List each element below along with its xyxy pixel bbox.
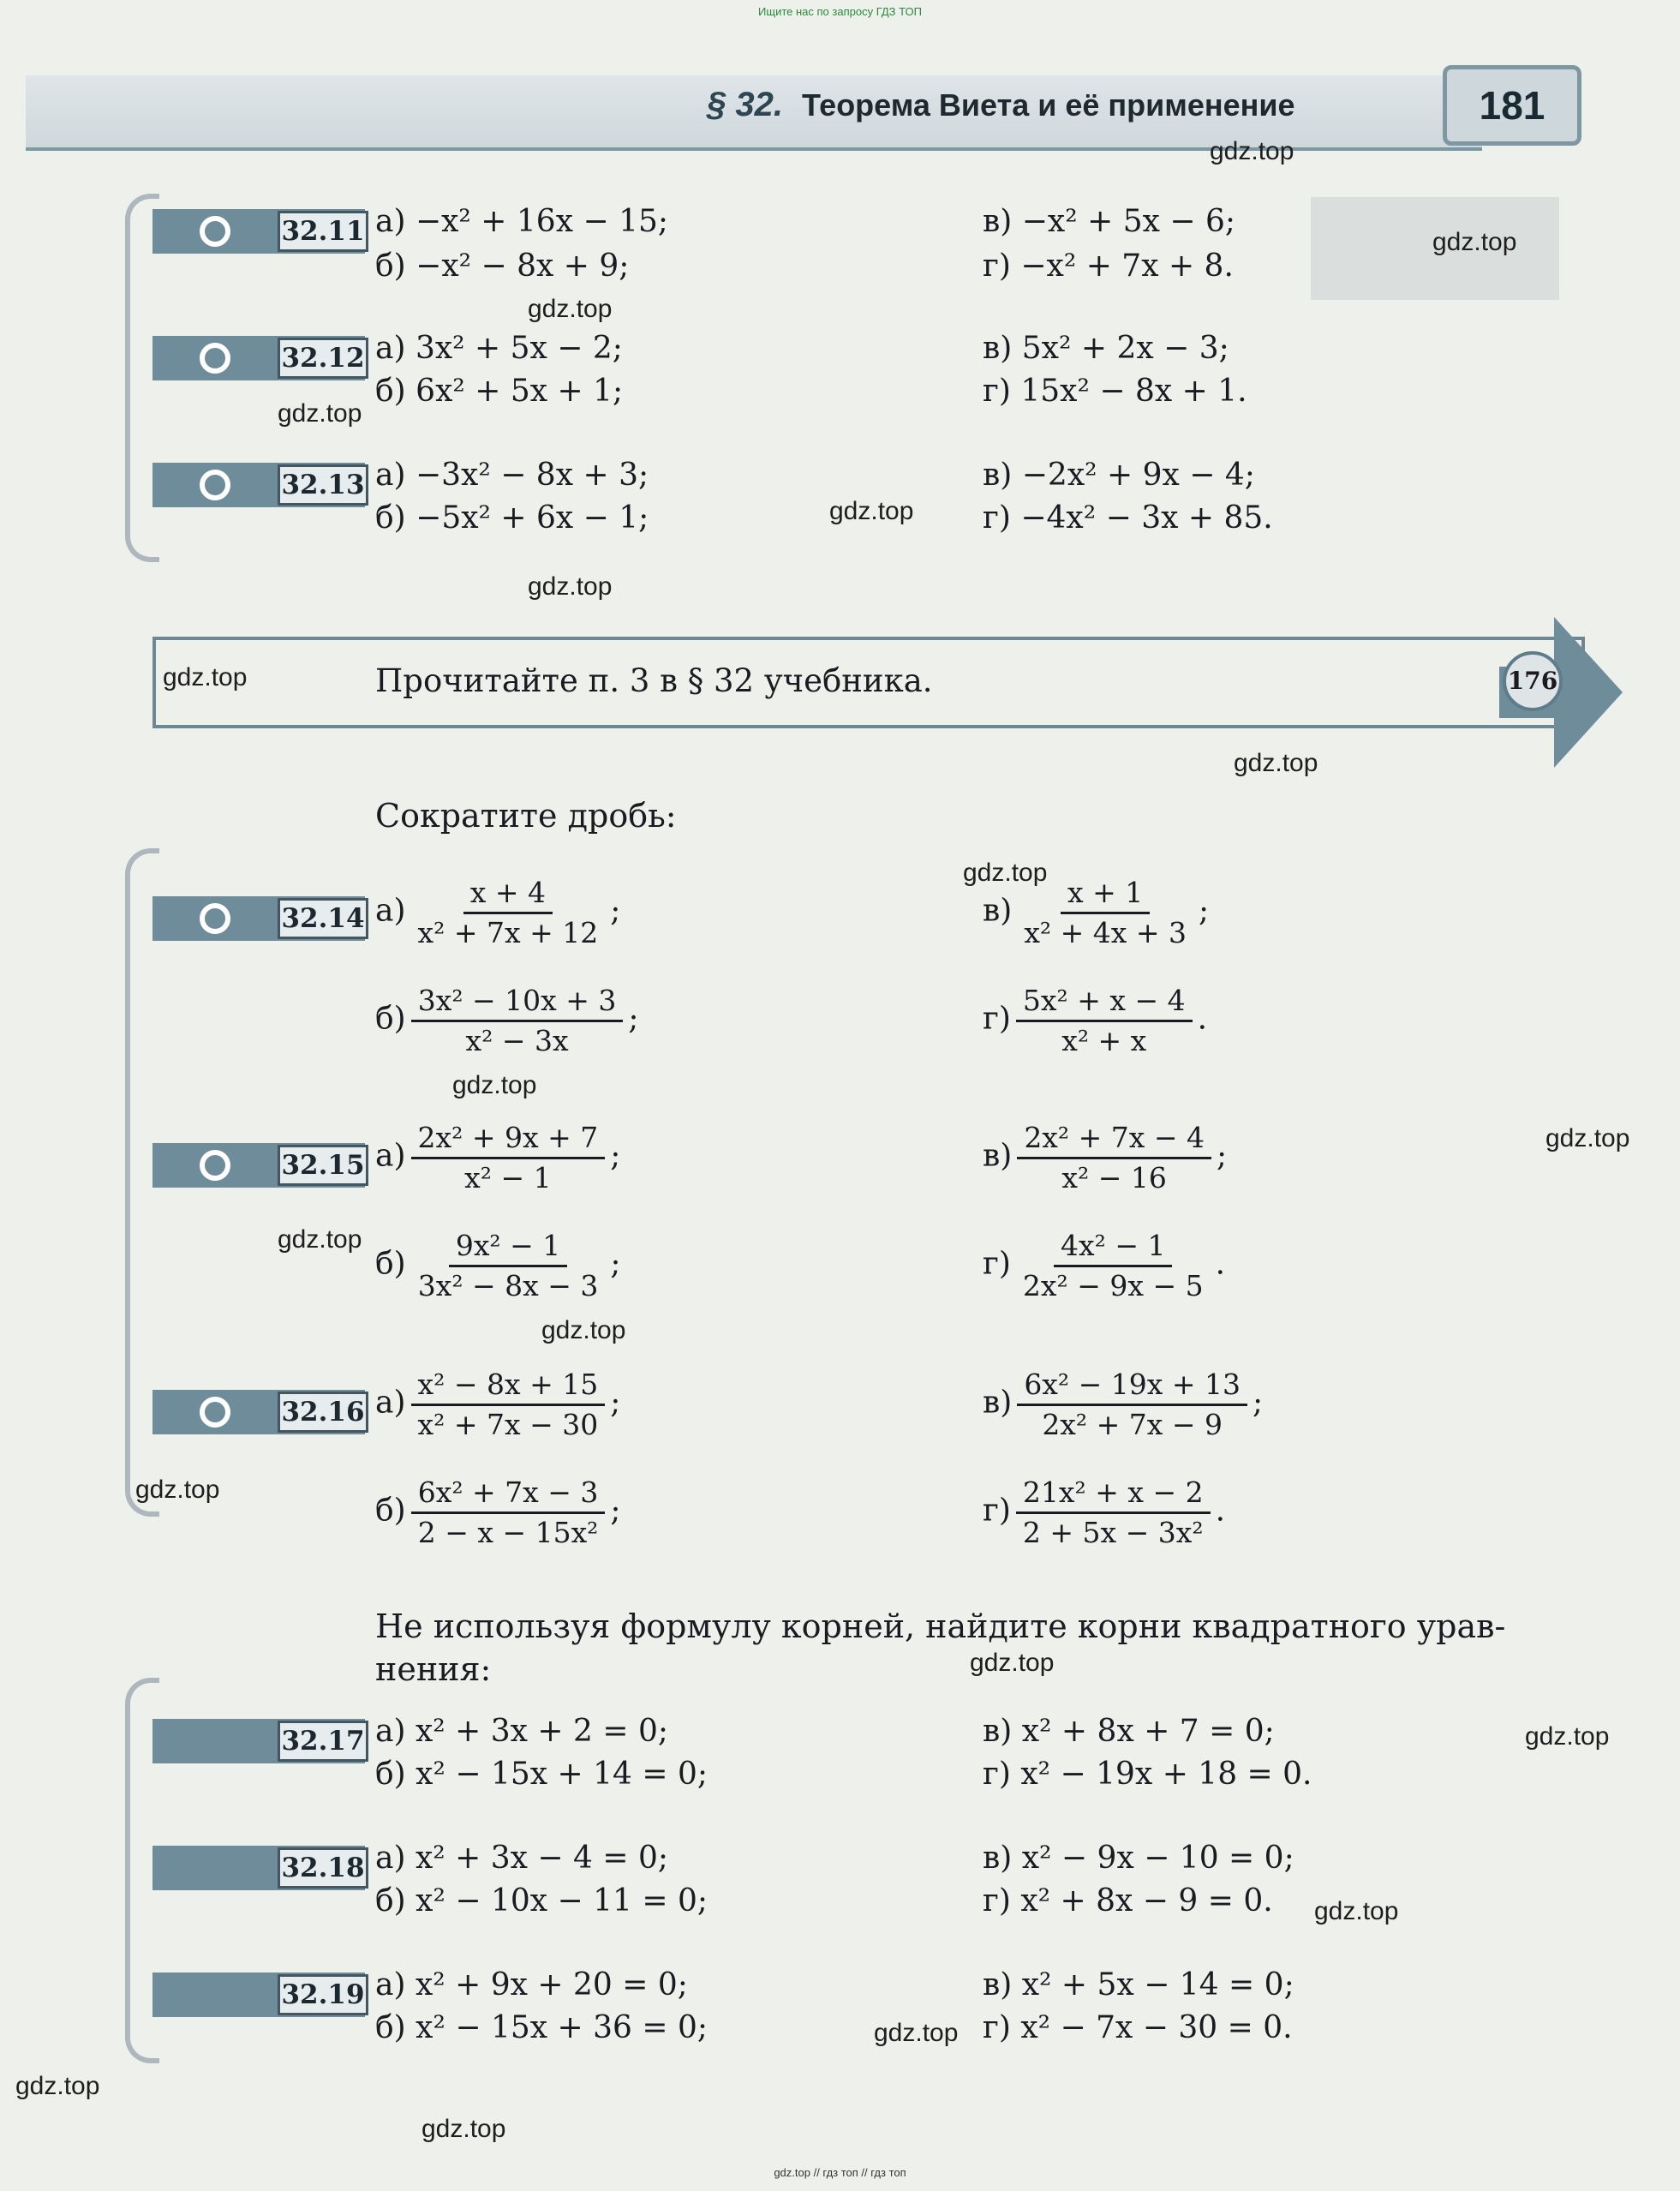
page-number: 181 — [1443, 65, 1581, 146]
equation-item: а) x² + 3x + 2 = 0; — [375, 1714, 668, 1749]
exercise-number: 32.13 — [278, 464, 368, 506]
watermark-text: gdz.top — [278, 1225, 362, 1254]
bottom-note: gdz.top // гдз топ // гдз топ — [774, 2166, 906, 2179]
exercise-item: г) 15x² − 8x + 1. — [983, 374, 1247, 409]
exercise-item: а) 3x² + 5x − 2; — [375, 331, 623, 366]
watermark-text: gdz.top — [1210, 137, 1294, 165]
watermark-text: gdz.top — [970, 1649, 1055, 1677]
exercise-number: 32.16 — [278, 1392, 368, 1433]
arrow-right-icon — [1554, 617, 1623, 768]
exercise-item: г) −4x² − 3x + 85. — [983, 500, 1273, 536]
exercise-item: в) −2x² + 9x − 4; — [983, 458, 1255, 493]
exercise-item: б) −5x² + 6x − 1; — [375, 500, 649, 536]
watermark-text: gdz.top — [278, 399, 362, 428]
level-circle-icon — [200, 1397, 230, 1428]
equation-item: а) x² + 9x + 20 = 0; — [375, 1967, 688, 2002]
exercise-tag — [152, 1846, 365, 1890]
watermark-text: gdz.top — [829, 497, 914, 525]
read-instruction-text: Прочитайте п. 3 в § 32 учебника. — [375, 662, 933, 699]
exercise-number: 32.14 — [278, 898, 368, 939]
exercise-number: 32.18 — [278, 1847, 368, 1889]
equation-item: г) x² + 8x − 9 = 0. — [983, 1883, 1273, 1919]
exercise-item: б) 6x² + 5x + 1; — [375, 374, 624, 409]
exercise-item: г) −x² + 7x + 8. — [983, 248, 1234, 284]
exercise-item: а) −3x² − 8x + 3; — [375, 458, 649, 493]
exercise-tag — [152, 896, 365, 941]
equation-item: в) x² + 8x + 7 = 0; — [983, 1714, 1275, 1749]
fraction-item: а) $\frac{x + 4}{\text{x² + 7x + 12}}$ ; — [375, 876, 621, 949]
exercise-tag — [152, 209, 365, 254]
fraction-item: в) $\frac{x + 1}{\text{x² + 4x + 3}}$ ; — [983, 876, 1210, 949]
equation-item: в) x² + 5x − 14 = 0; — [983, 1967, 1294, 2002]
watermark-text: gdz.top — [1234, 749, 1318, 777]
equation-item: б) x² − 15x + 36 = 0; — [375, 2010, 708, 2045]
section-number: § 32. — [707, 86, 783, 123]
section-title: Теорема Виета и её применение — [801, 87, 1295, 123]
watermark-text: gdz.top — [135, 1476, 220, 1504]
watermark-text: gdz.top — [528, 572, 613, 601]
exercise-number: 32.15 — [278, 1145, 368, 1186]
fraction-item: в) $\frac{\text{2x² + 7x − 4}}{\text{x² − 16}}$ ; — [983, 1121, 1228, 1194]
exercise-number: 32.12 — [278, 338, 368, 379]
exercise-tag — [152, 1390, 365, 1434]
exercise-number: 32.17 — [278, 1721, 368, 1762]
exercise-item: б) −x² − 8x + 9; — [375, 248, 630, 284]
watermark-text: gdz.top — [1525, 1722, 1610, 1751]
watermark-text: gdz.top — [541, 1316, 626, 1344]
fraction-item: б) $\frac{\text{3x² − 10x + 3}}{\text{x² − 3x}}$ ; — [375, 984, 639, 1057]
exercise-item: в) 5x² + 2x − 3; — [983, 331, 1229, 366]
watermark-text: gdz.top — [1545, 1124, 1630, 1152]
exercise-item: а) −x² + 16x − 15; — [375, 204, 668, 239]
level-circle-icon — [200, 216, 230, 247]
level-circle-icon — [200, 903, 230, 934]
exercise-item: в) −x² + 5x − 6; — [983, 204, 1235, 239]
level-circle-icon — [200, 470, 230, 500]
exercise-tag — [152, 1143, 365, 1188]
instruction-reduce: Сократите дробь: — [375, 797, 677, 835]
equation-item: б) x² − 15x + 14 = 0; — [375, 1757, 708, 1792]
page-ref-badge: 176 — [1503, 651, 1563, 711]
exercise-tag — [152, 1972, 365, 2017]
watermark-text: gdz.top — [1314, 1897, 1399, 1925]
equation-item: г) x² − 7x − 30 = 0. — [983, 2010, 1293, 2045]
level-circle-icon — [200, 343, 230, 374]
fraction-item: г) $\frac{\text{5x² + x − 4}}{\text{x² + x}}$ . — [983, 984, 1208, 1057]
exercise-number: 32.19 — [278, 1974, 368, 2015]
watermark-text: gdz.top — [1432, 228, 1517, 256]
top-note: Ищите нас по запросу ГДЗ ТОП — [758, 5, 922, 18]
exercise-tag — [152, 1719, 365, 1763]
watermark-text: gdz.top — [15, 2072, 100, 2100]
watermark-text: gdz.top — [163, 663, 248, 691]
watermark-text: gdz.top — [963, 859, 1048, 887]
watermark-text: gdz.top — [421, 2115, 506, 2143]
instruction-roots-line1: Не используя формулу корней, найдите корни квадратного урав- — [375, 1607, 1506, 1645]
watermark-text: gdz.top — [452, 1071, 537, 1099]
exercise-tag — [152, 463, 365, 507]
page-title — [707, 86, 1295, 124]
fraction-item: в) $\frac{\text{6x² − 19x + 13}}{\text{2x² + 7x − 9}}$ ; — [983, 1368, 1264, 1441]
equation-item: б) x² − 10x − 11 = 0; — [375, 1883, 708, 1919]
level-circle-icon — [200, 1150, 230, 1181]
fraction-item: г) $\frac{\text{21x² + x − 2}}{\text{2 + 5x − 3x²}}$ . — [983, 1476, 1226, 1549]
watermark-text: gdz.top — [874, 2019, 959, 2047]
fraction-item: б) $\frac{\text{6x² + 7x − 3}}{\text{2 − x − 15x²}}$ ; — [375, 1476, 621, 1549]
exercise-number: 32.11 — [278, 211, 368, 252]
fraction-item: а) $\frac{\text{2x² + 9x + 7}}{\text{x² − 1}}$ ; — [375, 1121, 621, 1194]
fraction-item: г) $\frac{\text{4x² − 1}}{\text{2x² − 9x − 5}}$ . — [983, 1229, 1226, 1302]
equation-item: в) x² − 9x − 10 = 0; — [983, 1841, 1294, 1876]
exercise-tag — [152, 336, 365, 380]
equation-item: а) x² + 3x − 4 = 0; — [375, 1841, 668, 1876]
instruction-roots-line2: нения: — [375, 1650, 492, 1688]
fraction-item: б) $\frac{\text{9x² − 1}}{\text{3x² − 8x − 3}}$ ; — [375, 1229, 621, 1302]
equation-item: г) x² − 19x + 18 = 0. — [983, 1757, 1312, 1792]
watermark-text: gdz.top — [528, 295, 613, 323]
fraction-item: а) $\frac{\text{x² − 8x + 15}}{\text{x² + 7x − 30}}$ ; — [375, 1368, 621, 1441]
